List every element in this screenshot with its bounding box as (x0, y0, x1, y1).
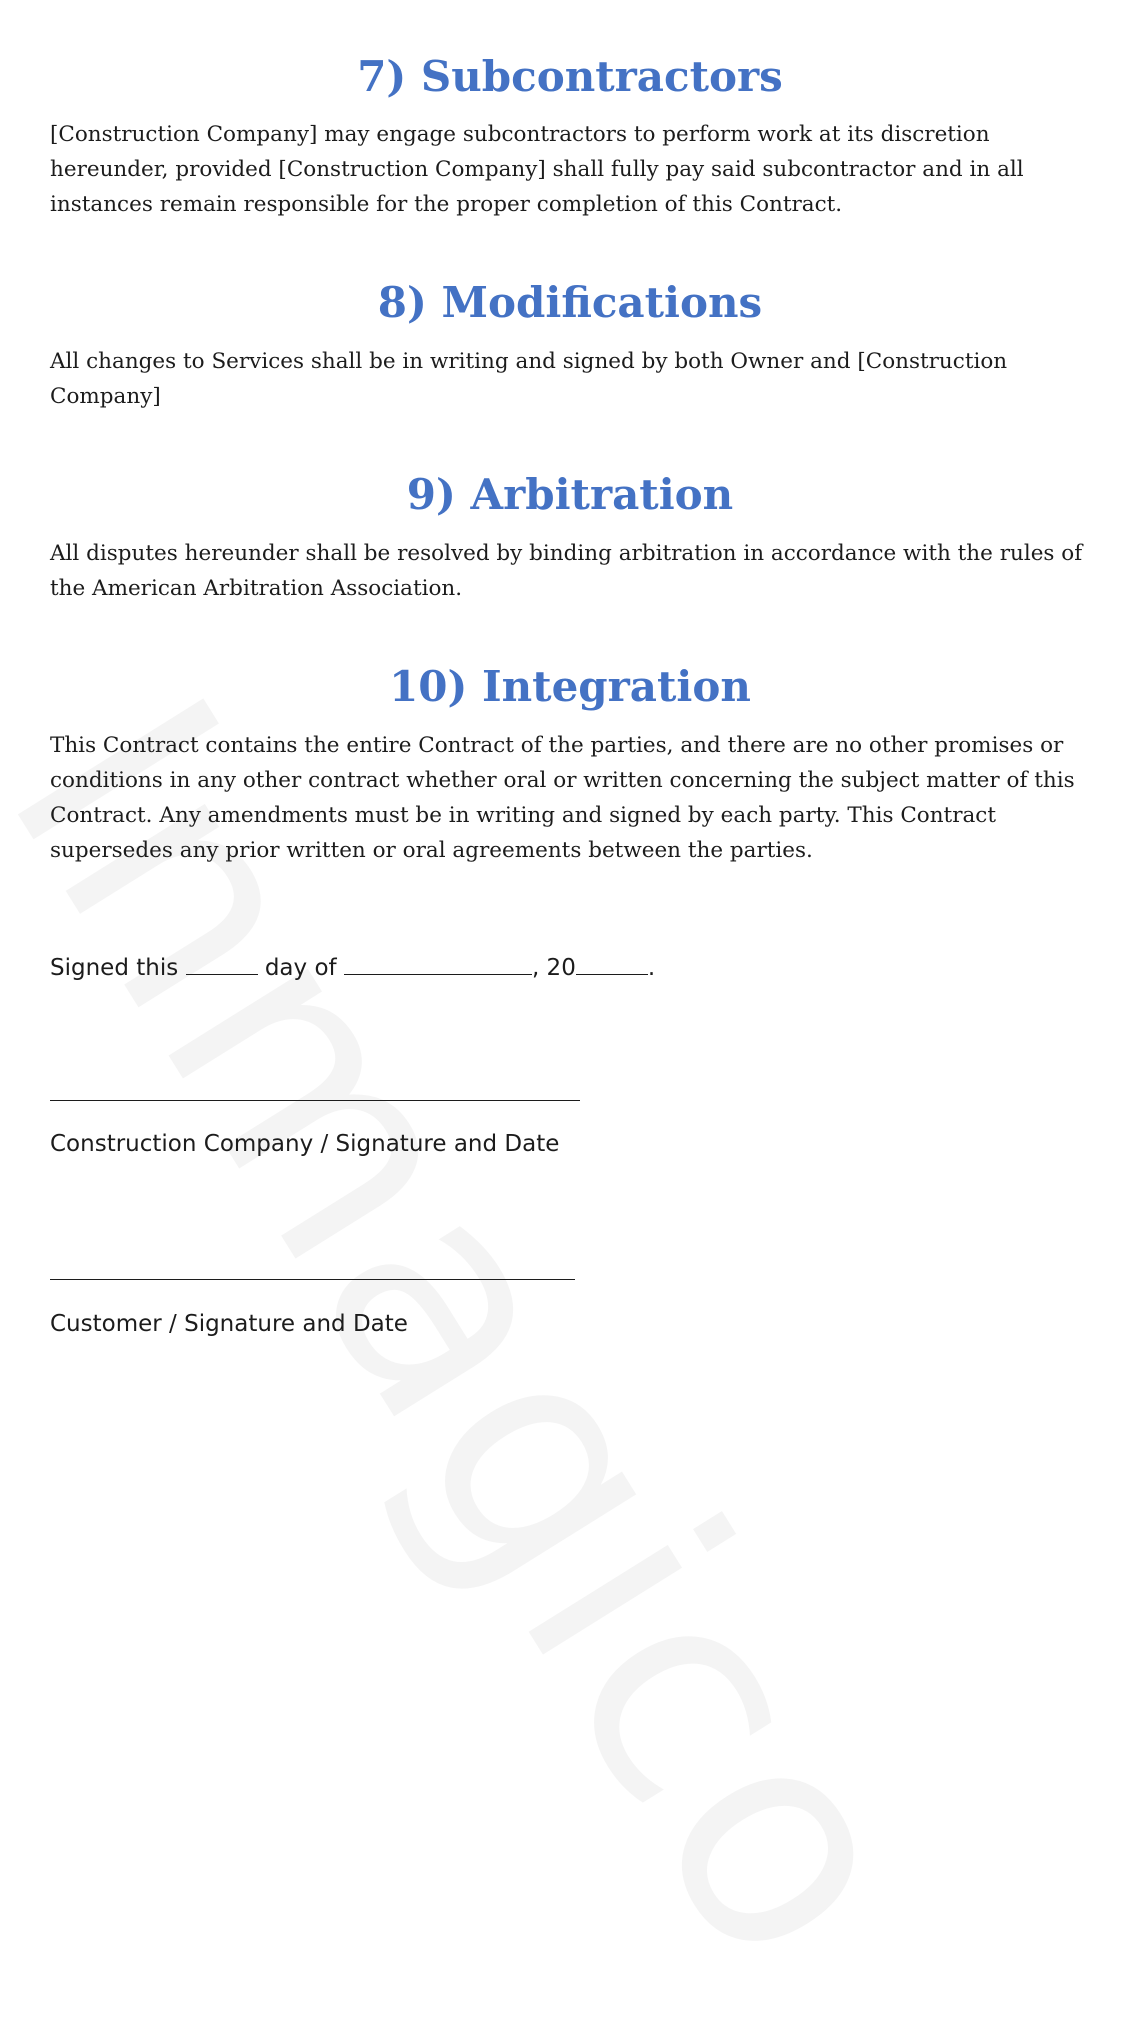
signed-prefix: Signed this (50, 955, 179, 981)
section-heading-arbitration: 9) Arbitration (406, 470, 734, 519)
section-heading-modifications: 8) Modifications (377, 278, 763, 327)
year-blank[interactable] (576, 972, 648, 975)
signed-end: . (647, 955, 656, 981)
signed-date-line (50, 955, 655, 981)
section-body-arbitration: All disputes hereunder shall be resolved by binding arbitration in accordance with the rules of the American Arbitration Association. (50, 541, 1083, 601)
day-blank[interactable] (186, 972, 258, 975)
section-body-subcontractors: [Construction Company] may engage subcontractors to perform work at its discretion hereunder, provided [Construction Company] shall fully pay said subcontractor and in all instances remain responsible for the proper completion of this Contract. (50, 122, 1024, 217)
company-signature-line[interactable] (50, 1100, 580, 1101)
day-of-label: day of (264, 955, 337, 981)
section-heading-integration: 10) Integration (389, 662, 751, 711)
section-body-modifications: All changes to Services shall be in writing and signed by both Owner and [Construction Company] (50, 349, 1008, 409)
company-signature-label: Construction Company / Signature and Date (50, 1131, 560, 1157)
month-blank[interactable] (344, 972, 532, 975)
customer-signature-line[interactable] (50, 1279, 575, 1280)
section-heading-subcontractors: 7) Subcontractors (357, 52, 783, 101)
year-prefix: , 20 (531, 955, 576, 981)
customer-signature-label: Customer / Signature and Date (50, 1311, 408, 1337)
section-body-integration: This Contract contains the entire Contract of the parties, and there are no other promises or conditions in any other contract whether oral or written concerning the subject matter of this Contract. Any amendments must be in writing and signed by each party. This Contract supersedes any prior written or oral agreements between the parties. (50, 733, 1075, 863)
